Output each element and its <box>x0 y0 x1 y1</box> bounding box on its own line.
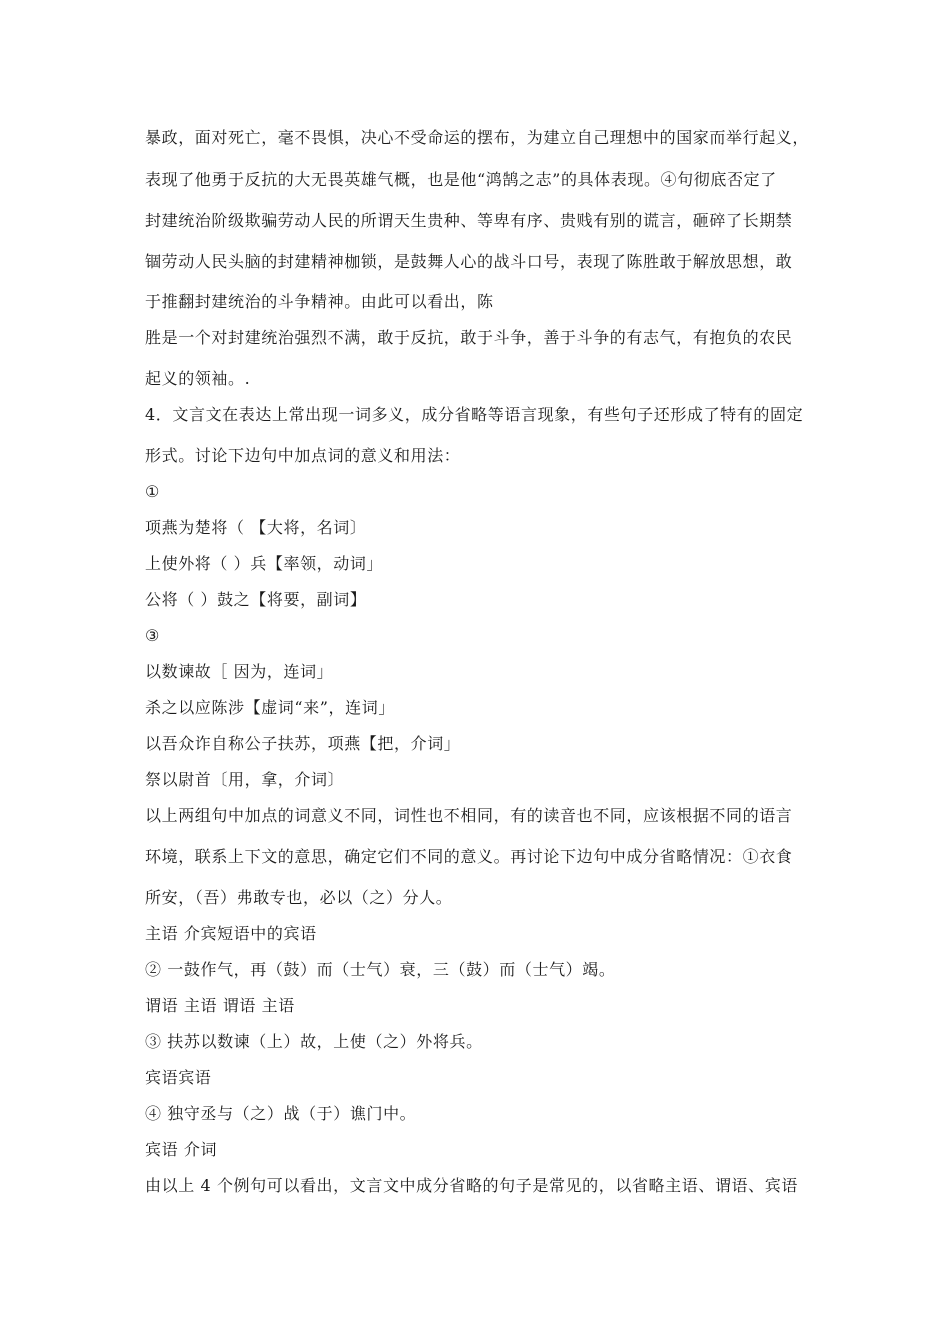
text-line: 环境，联系上下文的意思，确定它们不同的意义。再讨论下边句中成分省略情况：①衣食 <box>145 847 793 866</box>
text-line: ③ 扶苏以数谏（上）故，上使（之）外将兵。 <box>145 1032 483 1051</box>
text-line: 祭以尉首〔用，拿，介词〕 <box>145 770 345 789</box>
text-line: 以上两组句中加点的词意义不同，词性也不相同，有的读音也不同，应该根据不同的语言 <box>145 806 793 825</box>
text-line: 表现了他勇于反抗的大无畏英雄气概，也是他“鸿鹄之志”的具体表现。④句彻底否定了 <box>145 170 777 189</box>
text-line: 封建统治阶级欺骗劳动人民的所谓天生贵种、等卑有序、贵贱有别的谎言，砸碎了长期禁 <box>145 211 793 230</box>
text-line: 锢劳动人民头脑的封建精神枷锁，是鼓舞人心的战斗口号，表现了陈胜敢于解放思想，敢 <box>145 252 793 271</box>
text-line: 胜是一个对封建统治强烈不满，敢于反抗，敢于斗争，善于斗争的有志气，有抱负的农民 <box>145 328 793 347</box>
text-line: 于推翻封建统治的斗争精神。由此可以看出，陈 <box>145 292 494 311</box>
text-line: 以数谏故［ 因为，连词」 <box>145 662 334 681</box>
text-line: ④ 独守丞与（之）战（于）谯门中。 <box>145 1104 417 1123</box>
text-line: 主语 介宾短语中的宾语 <box>145 924 317 943</box>
text-line: 起义的领袖。. <box>145 369 251 388</box>
text-line: 以吾众诈自称公子扶苏，项燕【把，介词」 <box>145 734 461 753</box>
text-line: ② 一鼓作气，再（鼓）而（士气）衰，三（鼓）而（士气）竭。 <box>145 960 616 979</box>
text-line: 项燕为楚将（ 【大将，名词〕 <box>145 518 367 537</box>
text-line: 4．文言文在表达上常出现一词多义，成分省略等语言现象，有些句子还形成了特有的固定 <box>145 405 804 424</box>
text-line: ① <box>145 482 160 501</box>
text-line: 谓语 主语 谓语 主语 <box>145 996 295 1015</box>
text-line: ③ <box>145 626 160 645</box>
text-line: 所安，（吾）弗敢专也，必以（之）分人。 <box>145 888 453 907</box>
text-line: 上使外将（ ）兵【率领，动词」 <box>145 554 384 573</box>
text-line: 由以上 4 个例句可以看出，文言文中成分省略的句子是常见的，以省略主语、谓语、宾语 <box>145 1176 798 1195</box>
text-line: 杀之以应陈涉【虚词“来”，连词」 <box>145 698 395 717</box>
text-line: 宾语 介词 <box>145 1140 218 1159</box>
text-line: 暴政，面对死亡，毫不畏惧，决心不受命运的摆布，为建立自己理想中的国家而举行起义， <box>145 128 810 147</box>
text-line: 宾语宾语 <box>145 1068 212 1087</box>
text-line: 形式。讨论下边句中加点词的意义和用法： <box>145 446 461 465</box>
text-line: 公将（ ）鼓之【将要，副词】 <box>145 590 367 609</box>
